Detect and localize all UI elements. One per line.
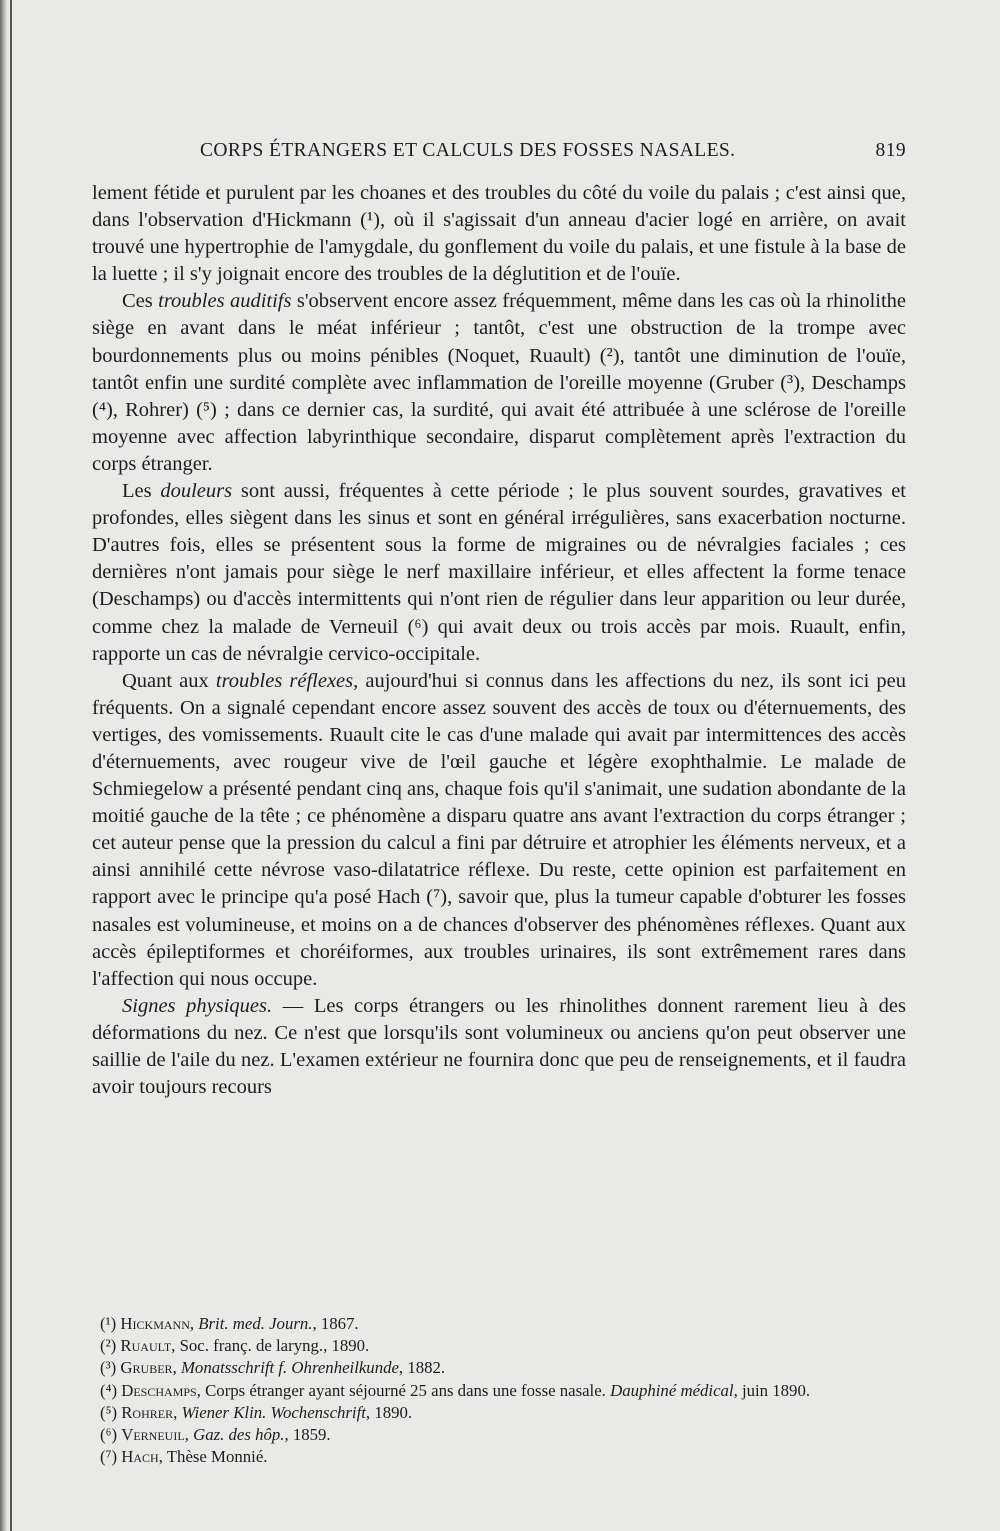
paragraph-troubles-auditifs	[92, 288, 906, 478]
paragraph-douleurs	[92, 478, 906, 668]
paragraph-text: — Les corps étrangers ou les rhinolithes donnent rarement lieu à des déformations du nez. Ce n'est que lorsqu'ils sont volumineux ou anciens qu'on peut observer une saillie de l'aile du nez. L'examen extérieur ne fournira donc que peu de renseignements, et il faudra avoir toujours recours	[92, 994, 906, 1099]
paragraph-text: s'observent encore assez fréquemment, même dans les cas où la rhinolithe siège en avant dans le méat inférieur ; tantôt, c'est une obstruction de la trompe avec bourdonnements plus ou moins pénibles (Noquet, Ruault) (²), tantôt une diminution de l'ouïe, tantôt enfin une surdité complète avec inflammation de l'oreille moyenne (Gruber (³), Deschamps (⁴), Rohrer) (⁵) ; dans ce dernier cas, la surdité, qui avait été attribuée à une sclérose de l'oreille moyenne avec affection labyrinthique secondaire, disparut complètement après l'extraction du corps étranger.	[92, 290, 907, 475]
footnote-6	[100, 1424, 910, 1446]
footnote-sep: ,	[171, 1336, 180, 1356]
footnote-author: Rohrer	[121, 1402, 174, 1422]
running-head	[200, 140, 906, 162]
running-title: CORPS ÉTRANGERS ET CALCULS DES FOSSES NASALES.	[200, 140, 736, 161]
footnote-author: Hickmann	[120, 1314, 190, 1333]
footnote-mark: (⁶)	[100, 1425, 118, 1445]
footnote-tail: Thèse Monnié.	[166, 1447, 268, 1467]
emphasis-signes-physiques: Signes physiques.	[122, 994, 273, 1017]
footnote-source: Brit. med. Journ.	[198, 1314, 313, 1333]
footnote-tail: , 1882.	[398, 1358, 446, 1378]
footnote-tail: Corps étranger ayant séjourné 25 ans dans une fosse nasale.	[205, 1380, 611, 1400]
footnote-sep: ,	[196, 1380, 206, 1400]
footnote-tail: , juin 1890.	[733, 1380, 811, 1400]
footnote-author: Gruber	[120, 1358, 173, 1378]
footnote-mark: (³)	[100, 1358, 117, 1378]
page-number: 819	[875, 140, 906, 161]
footnote-tail: , 1890.	[365, 1402, 413, 1422]
footnote-tail: , 1867.	[312, 1314, 359, 1333]
emphasis-douleurs: douleurs	[160, 480, 233, 503]
emphasis-troubles-reflexes: troubles réflexes	[215, 669, 354, 692]
footnote-source: Gaz. des hôp.	[193, 1425, 285, 1445]
footnote-tail: , 1859.	[284, 1425, 331, 1445]
paragraph-1: lement fétide et purulent par les choanes et des troubles du côté du voile du palais ; c'est ainsi que, dans l'observation d'Hickmann (¹), où il s'agissait d'un anneau d'acier logé en arrière, on avait trouvé une hypertrophie de l'amygdale, du gonflement du voile du palais, et une fistule à la base de la luette ; il s'y joignait encore des troubles de la déglutition et de l'ouïe.	[92, 182, 906, 286]
footnote-5	[100, 1402, 910, 1424]
paragraph-troubles-reflexes	[92, 668, 906, 993]
footnote-sep: ,	[189, 1314, 199, 1333]
footnote-sep: ,	[184, 1425, 194, 1445]
footnote-1	[100, 1313, 910, 1335]
footnotes	[100, 1313, 910, 1468]
footnote-mark: (²)	[100, 1336, 117, 1356]
footnote-sep: ,	[172, 1358, 181, 1378]
footnote-mark: (⁵)	[100, 1402, 118, 1422]
body-text	[92, 180, 906, 1101]
footnote-author: Deschamps	[121, 1380, 197, 1400]
page-binding-shadow	[0, 0, 8, 1531]
footnote-mark: (⁷)	[100, 1447, 118, 1467]
footnote-mark: (¹)	[100, 1314, 117, 1333]
footnote-2	[100, 1335, 910, 1357]
paragraph-lead: Les	[122, 480, 161, 503]
paragraph-lead: Quant aux	[122, 669, 216, 692]
footnote-author: Ruault	[120, 1336, 172, 1356]
footnote-3	[100, 1357, 910, 1379]
paragraph-lead: Ces	[122, 290, 159, 313]
paragraph-text: , aujourd'hui si connus dans les affections du nez, ils sont ici peu fréquents. On a signalé cependant encore assez souvent des accès de toux ou d'éternuements, des vertiges, des vomissements. Ruault cite le cas d'une malade qui avait par intermittences des accès d'éternuements, avec rougeur vive de l'œil gauche et légère exophthalmie. Le malade de Schmiegelow a présenté pendant cinq ans, chaque fois qu'il s'animait, une sudation abondante de la moitié gauche de la tête ; ce phénomène a disparu quatre ans avant l'extraction du corps étranger ; cet auteur pense que la pression du calcul a fini par détruire et atrophier les éléments nerveux, et a ainsi annihilé cette névrose vaso-dilatatrice réflexe. Du reste, cette opinion est parfaitement en rapport avec le principe qu'a posé Hach (⁷), savoir que, plus la tumeur capable d'obturer les fosses nasales est volumineuse, et moins on a de chances d'observer des phénomènes réflexes. Quant aux accès épileptiformes et choréiformes, aux troubles urinaires, ils sont extrêmement rares dans l'affection qui nous occupe.	[92, 669, 907, 990]
footnote-source: Dauphiné médical	[610, 1380, 734, 1400]
footnote-tail: Soc. franç. de laryng., 1890.	[179, 1336, 370, 1356]
footnote-sep: ,	[158, 1447, 167, 1467]
footnote-4	[100, 1380, 910, 1402]
footnote-sep: ,	[173, 1402, 182, 1422]
paragraph-text: sont aussi, fréquentes à cette période ; le plus souvent sourdes, gravatives et profondes, elles siègent dans les sinus et sont en général irrégulières, sans exacerbation nocturne. D'autres fois, elles se présentent sous la forme de migraines ou de névralgies faciales ; ces dernières n'ont jamais pour siège le nerf maxillaire inférieur, et elles affectent la forme tenace (Deschamps) ou d'accès intermittents qui n'ont rien de régulier dans leur apparition ou leur durée, comme chez la malade de Verneuil (⁶) qui avait deux ou trois accès par mois. Ruault, enfin, rapporte un cas de névralgie cervico-occipitale.	[92, 480, 906, 665]
footnote-7	[100, 1446, 910, 1468]
emphasis-troubles-auditifs: troubles auditifs	[158, 290, 292, 313]
footnote-mark: (⁴)	[100, 1380, 118, 1400]
footnote-author: Hach	[121, 1447, 159, 1467]
footnote-author: Verneuil	[121, 1425, 185, 1445]
page-binding-line	[10, 0, 12, 1531]
footnote-source: Wiener Klin. Wochenschrift	[181, 1402, 366, 1422]
paragraph-signes-physiques	[92, 993, 906, 1101]
footnote-source: Monatsschrift f. Ohrenheilkunde	[180, 1358, 399, 1378]
